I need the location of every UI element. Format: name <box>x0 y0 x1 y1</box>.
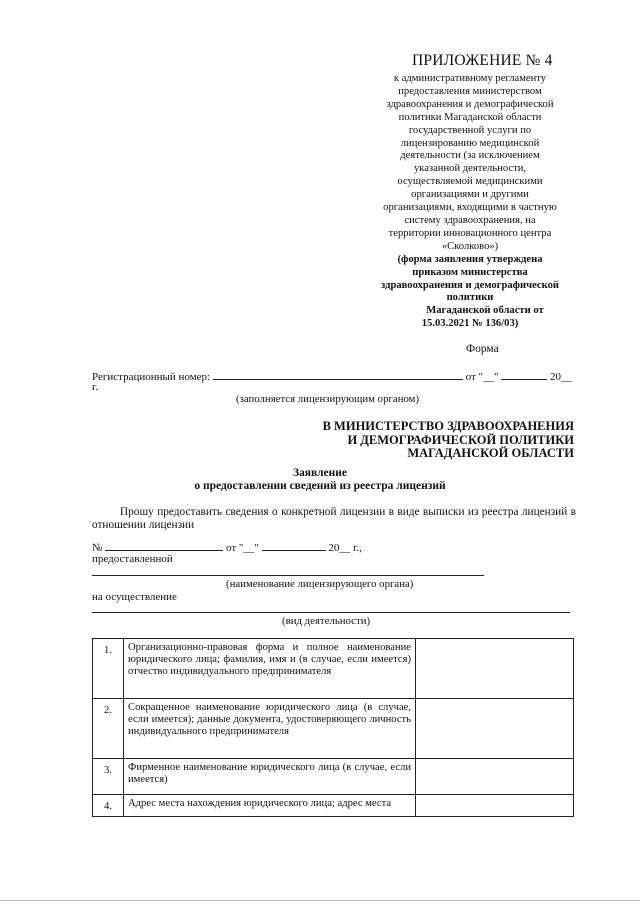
table-row <box>93 795 574 817</box>
row-value-cell[interactable] <box>416 699 574 759</box>
table-row <box>93 639 574 699</box>
license-line <box>92 540 362 554</box>
appendix-line: «Сколково») <box>441 240 499 252</box>
row-number: 3. <box>93 759 124 795</box>
row-value-cell[interactable] <box>416 759 574 795</box>
row-number: 2. <box>93 699 124 759</box>
appendix-line: территории инновационного центра <box>388 227 552 239</box>
ministry-line: В МИНИСТЕРСТВО ЗДРАВООХРАНЕНИЯ <box>322 419 574 433</box>
provided-label: предоставленной <box>92 553 173 565</box>
table-row <box>93 699 574 759</box>
registration-year-suffix: г. <box>92 381 99 393</box>
license-number-field[interactable] <box>105 540 223 551</box>
form-approval-line: Магаданской области от <box>426 305 544 317</box>
form-label: Форма <box>466 343 499 355</box>
activity-field[interactable] <box>92 612 570 613</box>
request-paragraph: Прошу предоставить сведения о конкретной лицензии в виде выписки из реестра лицензий в отношении лицензии <box>92 506 576 531</box>
row-description: Организационно-правовая форма и полное наименование юридического лица; фамилия, имя и (в случае, если имеется) отчество индивидуального предпринимателя <box>124 639 416 699</box>
appendix-subtitle <box>360 73 580 331</box>
ministry-line: МАГАДАНСКОЙ ОБЛАСТИ <box>407 446 574 460</box>
registration-number-field[interactable] <box>213 369 463 380</box>
activity-label: на осуществление <box>92 591 177 603</box>
row-number: 1. <box>93 639 124 699</box>
appendix-line: предоставления министерством <box>398 85 542 97</box>
license-number-label: № <box>92 542 103 554</box>
appendix-line: политики Магаданской области <box>398 111 542 123</box>
appendix-line: организациями, входящими в частную <box>383 202 557 214</box>
row-value-cell[interactable] <box>416 639 574 699</box>
statement-title: Заявление <box>292 467 347 479</box>
appendix-title: ПРИЛОЖЕНИЕ № 4 <box>412 52 553 69</box>
row-value-cell[interactable] <box>416 795 574 817</box>
row-description: Адрес места нахождения юридического лица; адрес места <box>124 795 416 817</box>
license-date-prefix: от "__" <box>226 542 259 554</box>
appendix-line: организациями и другими <box>411 189 529 201</box>
row-description: Фирменное наименование юридического лица (в случае, если имеется) <box>124 759 416 795</box>
appendix-line: осуществляемой медицинскими <box>397 176 543 188</box>
registration-date-prefix: от "__" <box>465 371 499 383</box>
registration-note: (заполняется лицензирующим органом) <box>236 393 420 405</box>
statement-heading <box>0 467 640 493</box>
statement-subtitle: о предоставлении сведений из реестра лицензий <box>194 480 446 492</box>
form-approval-line: 15.03.2021 № 136/03) <box>421 318 519 330</box>
form-approval-line: здравоохранения и демографической <box>381 279 559 291</box>
registration-line <box>92 369 572 383</box>
row-number: 4. <box>93 795 124 817</box>
ministry-addressee <box>314 420 574 461</box>
registration-year: 20__ <box>550 371 573 383</box>
license-year: 20__ г., <box>328 542 362 554</box>
activity-note: (вид деятельности) <box>282 615 371 627</box>
appendix-line: деятельности (за исключением <box>400 150 540 162</box>
form-approval-line: приказом министерства <box>412 266 528 278</box>
license-month-field[interactable] <box>262 540 326 551</box>
issuer-field[interactable] <box>92 575 484 576</box>
applicant-info-table <box>92 638 574 817</box>
appendix-line: лицензированию медицинской <box>400 137 540 149</box>
row-description: Сокращенное наименование юридического лица (в случае, если имеется); данные документа, удостоверяющего личность индивидуального предпринимателя <box>124 699 416 759</box>
appendix-line: государственной услуги по <box>408 124 532 136</box>
appendix-line: здравоохранения и демографической <box>386 98 554 110</box>
appendix-line: систему здравоохранения, на <box>404 214 536 226</box>
page-bottom-edge <box>0 900 640 901</box>
registration-month-field[interactable] <box>501 369 547 380</box>
ministry-line: И ДЕМОГРАФИЧЕСКОЙ ПОЛИТИКИ <box>347 432 574 447</box>
registration-label: Регистрационный номер: <box>92 371 211 383</box>
appendix-line: к административному регламенту <box>393 73 547 84</box>
table-row <box>93 759 574 795</box>
issuer-note: (наименование лицензирующего органа) <box>226 578 414 590</box>
form-approval-line: (форма заявления утверждена <box>397 253 543 265</box>
form-approval-line: политики <box>446 292 494 304</box>
appendix-line: указанной деятельности, <box>413 163 527 175</box>
